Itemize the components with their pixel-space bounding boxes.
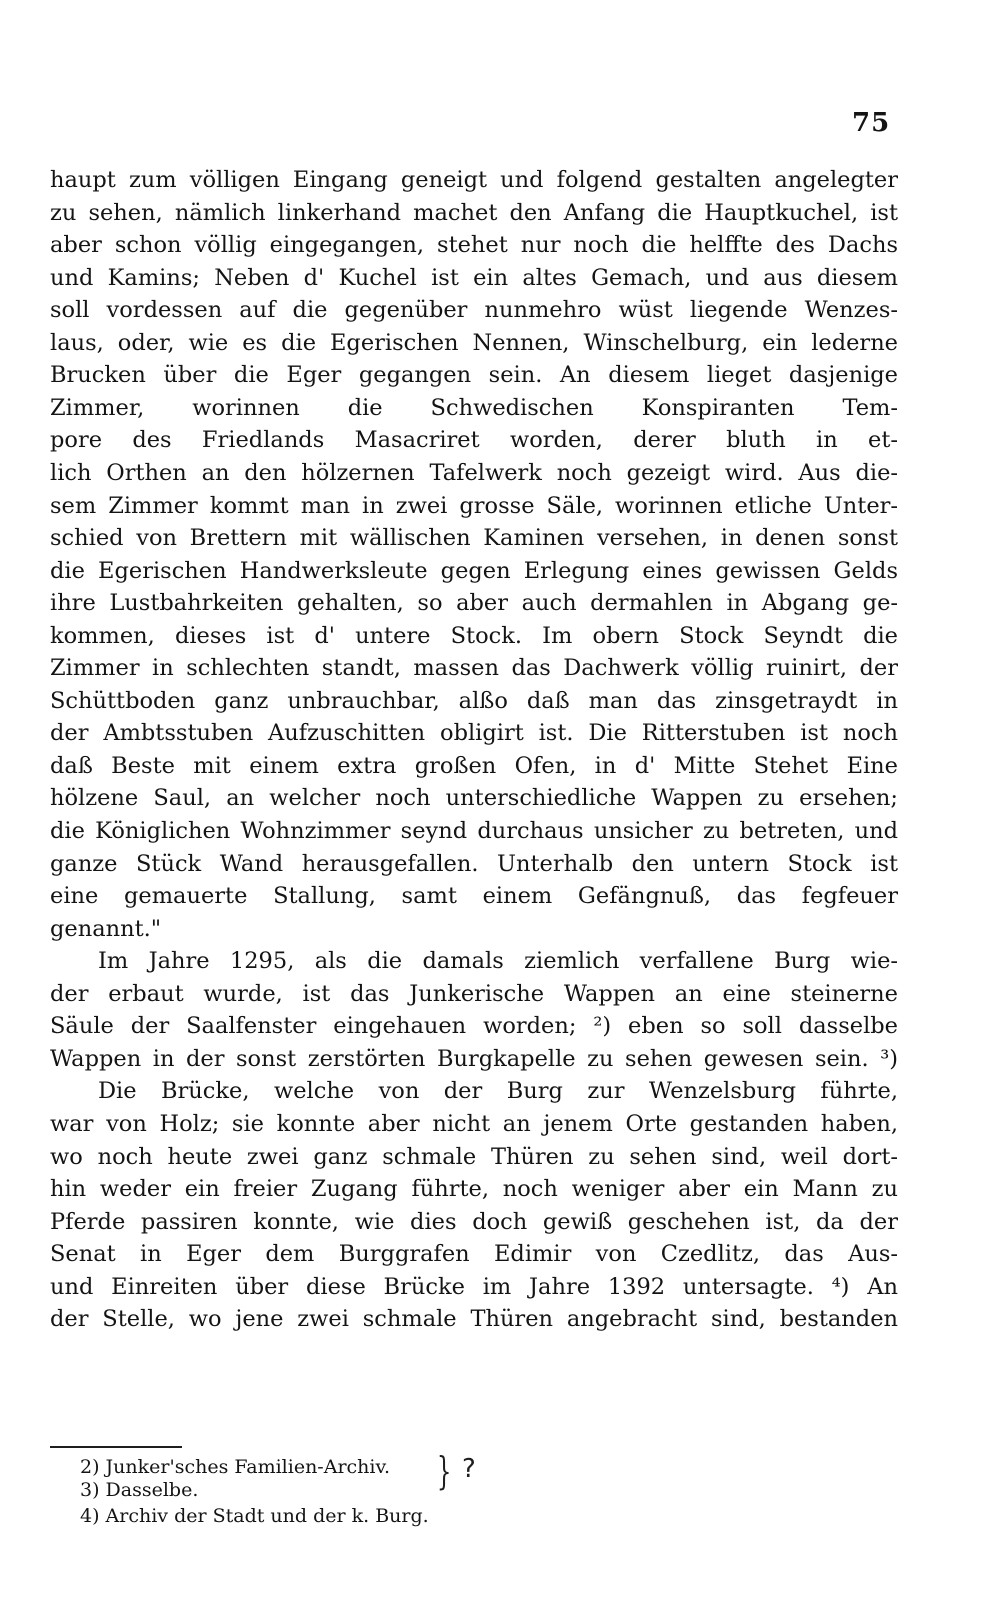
text-line: die Königlichen Wohnzimmer seynd durchaus unsicher zu betreten, und	[50, 818, 898, 844]
text-line: soll vordessen auf die gegenüber nunmehro wüst liegende Wenzes-	[50, 297, 898, 324]
text-line: Pferde passiren konnte, wie dies doch gewiß geschehen ist, da der	[50, 1208, 898, 1235]
text-line: pore des Friedlands Masacriret worden, derer bluth in et-	[50, 427, 898, 454]
text-line: haupt zum völligen Eingang geneigt und folgend gestalten angelegter	[50, 167, 898, 193]
question-mark-icon: ?	[462, 1454, 476, 1484]
text-line: wo noch heute zwei ganz schmale Thüren zu sehen sind, weil dort-	[50, 1143, 898, 1170]
text-line: Senat in Eger dem Burggrafen Edimir von Czedlitz, das Aus-	[50, 1241, 898, 1268]
text-line: und Einreiten über diese Brücke im Jahre 1392 untersagte. ⁴) An	[50, 1273, 898, 1300]
text-line: sem Zimmer kommt man in zwei grosse Säle, worinnen etliche Unter-	[50, 492, 898, 519]
text-line: der Ambtsstuben Aufzuschitten obligirt ist. Die Ritterstuben ist noch	[50, 720, 898, 747]
text-line: zu sehen, nämlich linkerhand machet den Anfang die Hauptkuchel, ist	[50, 199, 898, 226]
text-line: genannt."	[50, 915, 162, 942]
brace-mark-icon: }	[436, 1449, 452, 1493]
page-number: 75	[852, 108, 891, 138]
footnote: 2) Junker'sches Familien-Archiv.	[80, 1456, 391, 1478]
text-line: aber schon völlig eingegangen, stehet nur noch die helffte des Dachs	[50, 232, 898, 259]
text-line: daß Beste mit einem extra großen Ofen, in d' Mitte Stehet Eine	[50, 752, 898, 779]
text-line: der erbaut wurde, ist das Junkerische Wappen an eine steinerne	[50, 980, 898, 1007]
text-line: eine gemauerte Stallung, samt einem Gefängnuß, das fegfeuer	[50, 883, 898, 910]
text-line: laus, oder, wie es die Egerischen Nennen, Winschelburg, ein lederne	[50, 329, 898, 356]
text-line: war von Holz; sie konnte aber nicht an jenem Orte gestanden haben,	[50, 1110, 898, 1137]
text-line: Brucken über die Eger gegangen sein. An diesem lieget dasjenige	[50, 362, 898, 389]
text-line: hölzene Saul, an welcher noch unterschiedliche Wappen zu ersehen;	[50, 785, 898, 812]
text-line: ihre Lustbahrkeiten gehalten, so aber auch dermahlen in Abgang ge-	[50, 590, 898, 617]
text-line: Wappen in der sonst zerstörten Burgkapelle zu sehen gewesen sein. ³)	[50, 1045, 898, 1072]
text-line: Schüttboden ganz unbrauchbar, alßo daß man das zinsgetraydt in	[50, 687, 898, 714]
text-line: lich Orthen an den hölzernen Tafelwerk noch gezeigt wird. Aus die-	[50, 459, 898, 486]
handwritten-margin-mark	[432, 1449, 502, 1510]
text-line: kommen, dieses ist d' untere Stock. Im obern Stock Seyndt die	[50, 622, 898, 649]
text-line: schied von Brettern mit wällischen Kaminen versehen, in denen sonst	[50, 525, 898, 552]
footnote-divider	[50, 1446, 182, 1448]
footnote: 3) Dasselbe.	[80, 1479, 199, 1501]
text-line: hin weder ein freier Zugang führte, noch weniger aber ein Mann zu	[50, 1176, 898, 1203]
text-line: Zimmer in schlechten standt, massen das Dachwerk völlig ruinirt, der	[50, 655, 898, 682]
text-line: und Kamins; Neben d' Kuchel ist ein altes Gemach, und aus diesem	[50, 264, 898, 291]
footnote: 4) Archiv der Stadt und der k. Burg.	[80, 1505, 429, 1527]
text-line: Im Jahre 1295, als die damals ziemlich verfallene Burg wie-	[98, 948, 898, 975]
text-line: Zimmer, worinnen die Schwedischen Konspiranten Tem-	[50, 394, 898, 421]
text-line: Die Brücke, welche von der Burg zur Wenzelsburg führte,	[98, 1078, 898, 1105]
text-line: die Egerischen Handwerksleute gegen Erlegung eines gewissen Gelds	[50, 557, 898, 584]
text-line: Säule der Saalfenster eingehauen worden; ²) eben so soll dasselbe	[50, 1013, 898, 1040]
text-line: der Stelle, wo jene zwei schmale Thüren angebracht sind, bestanden	[50, 1306, 898, 1333]
text-line: ganze Stück Wand herausgefallen. Unterhalb den untern Stock ist	[50, 850, 898, 877]
